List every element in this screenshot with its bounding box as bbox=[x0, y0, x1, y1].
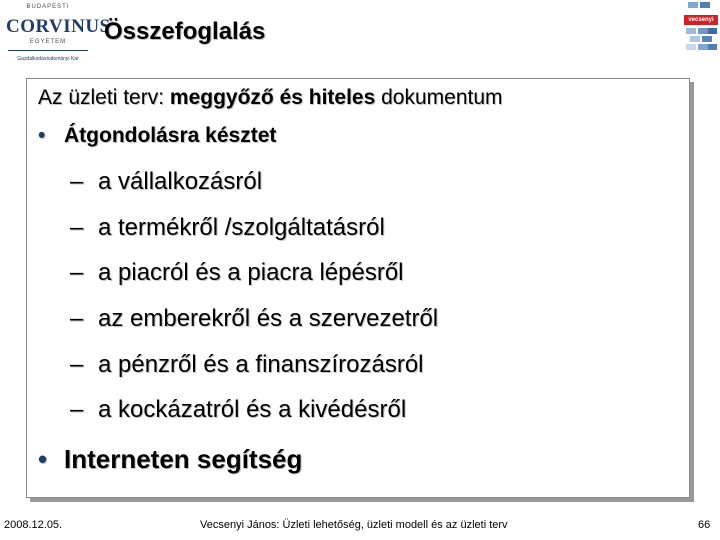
dash-mark: – bbox=[70, 259, 84, 286]
sub-item-6 bbox=[70, 396, 406, 424]
logo-caption: Gazdálkodástudományi Kar bbox=[17, 56, 79, 62]
intro-text-2: dokumentum bbox=[375, 86, 503, 109]
sub-item-4 bbox=[70, 305, 438, 333]
logo-name: CORVINUS bbox=[6, 16, 111, 37]
sub-item-text: a kockázatról és a kivédésről bbox=[98, 396, 407, 423]
sub-item-text: az emberekről és a szervezetről bbox=[98, 305, 439, 332]
sub-item-2 bbox=[70, 214, 385, 242]
bullet-mark: • bbox=[38, 124, 46, 147]
sub-item-5 bbox=[70, 351, 424, 379]
logo-rule bbox=[8, 50, 88, 51]
sub-item-text: a pénzről és a finanszírozásról bbox=[98, 351, 424, 378]
corvinus-logo bbox=[6, 4, 111, 68]
bullet-item-1 bbox=[38, 124, 276, 148]
sub-item-text: a vállalkozásról bbox=[98, 168, 263, 195]
logo-sub-text: EGYETEM bbox=[29, 39, 67, 45]
intro-text-1: Az üzleti terv: bbox=[38, 86, 170, 109]
corner-badge: vecsenyi bbox=[684, 15, 718, 25]
dash-mark: – bbox=[70, 396, 84, 423]
logo-top-text: BUDAPESTI bbox=[26, 4, 70, 10]
footer-date: 2008.12.05. bbox=[4, 519, 63, 531]
slide-title: Összefoglalás bbox=[104, 18, 266, 45]
dash-mark: – bbox=[70, 214, 84, 241]
dash-mark: – bbox=[70, 168, 84, 195]
footer-center-text: Vecsenyi János: Üzleti lehetőség, üzleti modell és az üzleti terv bbox=[200, 519, 508, 531]
bullet-item-2 bbox=[38, 444, 302, 475]
sub-item-text: a termékről /szolgáltatásról bbox=[98, 214, 385, 241]
page-number: 66 bbox=[698, 519, 711, 531]
bullet-mark: • bbox=[38, 444, 48, 474]
sub-item-1 bbox=[70, 168, 262, 196]
sub-item-text: a piacról és a piacra lépésről bbox=[98, 259, 404, 286]
intro-emphasis: meggyőző és hiteles bbox=[169, 86, 376, 109]
bullet-2-text: Interneten segítség bbox=[64, 444, 303, 474]
stacked-blocks-icon bbox=[684, 2, 718, 52]
bullet-1-text: Átgondolásra késztet bbox=[64, 124, 277, 147]
dash-mark: – bbox=[70, 351, 84, 378]
sub-item-3 bbox=[70, 259, 404, 287]
dash-mark: – bbox=[70, 305, 84, 332]
intro-line bbox=[38, 86, 503, 110]
